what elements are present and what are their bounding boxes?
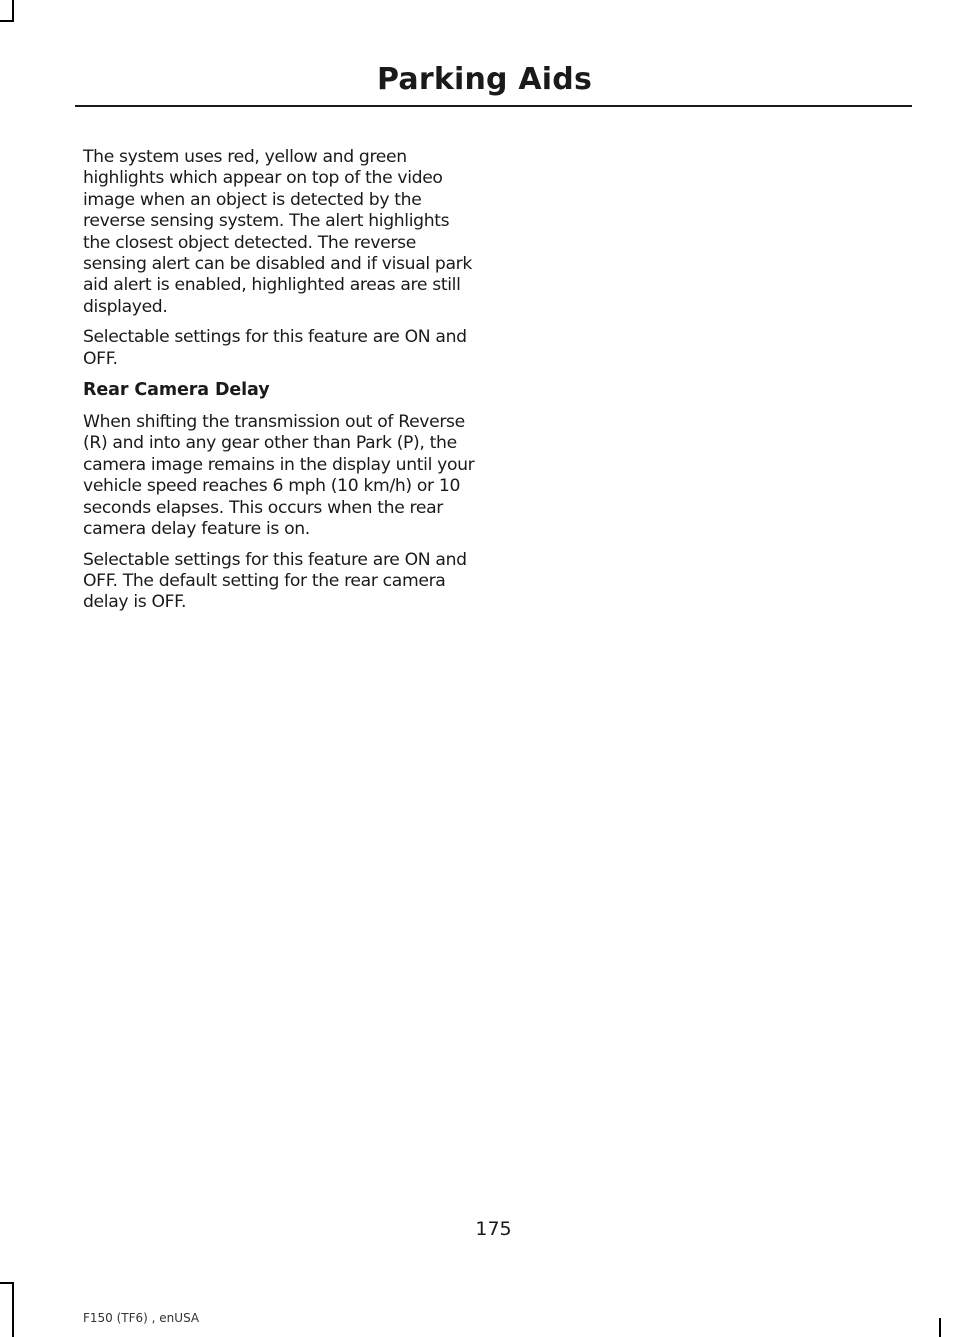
page-number: 175 <box>475 1218 512 1240</box>
header-divider <box>75 105 912 107</box>
paragraph-selectable-settings: Selectable settings for this feature are ON and OFF. <box>83 327 467 369</box>
crop-mark <box>0 1282 14 1284</box>
heading-rear-camera-delay: Rear Camera Delay <box>83 380 270 401</box>
crop-mark <box>12 1282 14 1337</box>
crop-mark <box>0 20 14 22</box>
paragraph-reverse-sensing-highlights: The system uses red, yellow and green highlights which appear on top of the video image when an object is detected by the reverse sensing system. The alert highlights the closest object detected. The reverse sensing alert can be disabled and if visual park aid alert is enabled, highlighted areas are still displayed. <box>83 147 472 317</box>
crop-mark <box>12 0 14 22</box>
paragraph-rear-camera-delay: When shifting the transmission out of Reverse (R) and into any gear other than Park (P), the camera image remains in the display until your vehicle speed reaches 6 mph (10 km/h) or 10 seconds elapses. This occurs when the rear camera delay feature is on. <box>83 412 475 540</box>
section-title: Parking Aids <box>377 62 592 97</box>
paragraph-rear-camera-default: Selectable settings for this feature are ON and OFF. The default setting for the rear camera delay is OFF. <box>83 549 467 613</box>
body-text-column <box>83 147 478 623</box>
crop-mark <box>939 1318 941 1337</box>
document-code: F150 (TF6) , enUSA <box>83 1311 200 1325</box>
